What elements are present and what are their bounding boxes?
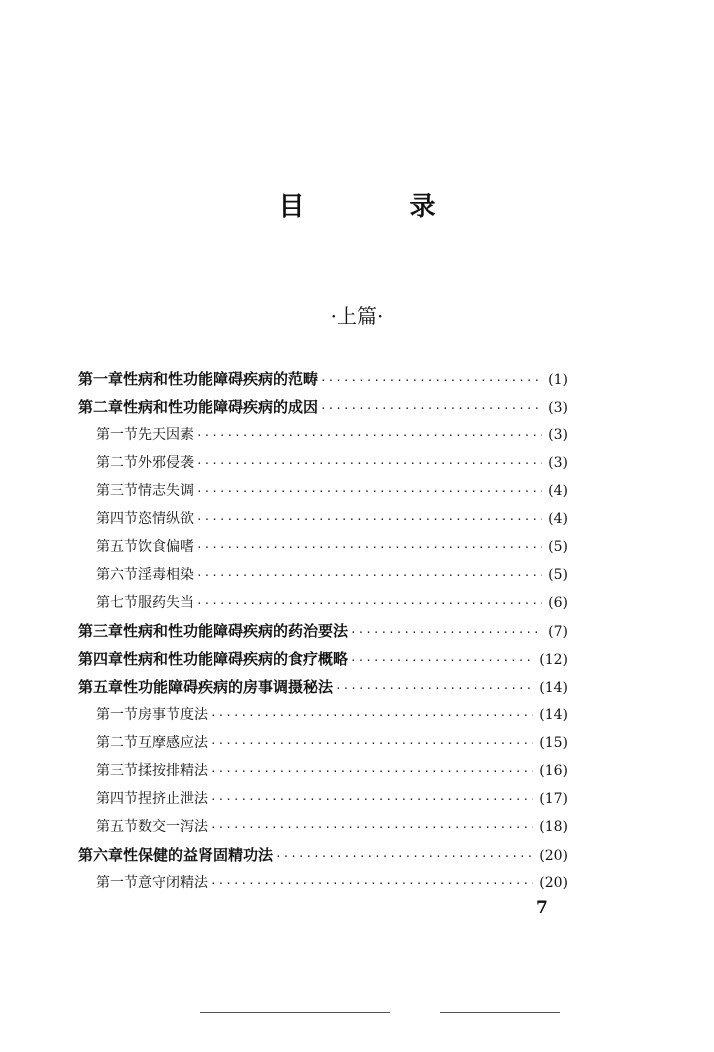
toc-leader-dots [210,793,533,806]
toc-entry-page: (20) [539,875,568,891]
toc-leader-dots [350,654,533,667]
toc-entry-number: 第三节 [96,483,138,499]
toc-section-row [78,872,568,900]
toc-entry-page: (18) [539,819,568,835]
toc-entry-number: 第六节 [96,567,138,583]
toc-entry-number: 第七节 [96,595,138,611]
toc-section-row [78,760,568,788]
toc-entry-title: 外邪侵袭 [138,455,194,471]
toc-entry-number: 第五节 [96,539,138,555]
toc-section-row [78,480,568,508]
toc-leader-dots [210,709,533,722]
toc-leader-dots [210,877,533,890]
scan-artifact-line [440,1012,560,1013]
toc-leader-dots [350,626,542,639]
toc-entry-title: 先天因素 [138,427,194,443]
toc-chapter-row [78,396,568,424]
toc-entry-title: 服药失当 [138,595,194,611]
toc-entry-page: (3) [548,400,568,416]
section-heading: ·上篇· [330,304,384,328]
toc-entry-number: 第二章 [78,398,124,416]
page-number: 7 [536,898,548,918]
toc-entry-page: (4) [548,483,568,499]
toc-entry-number: 第四节 [96,511,138,527]
toc-leader-dots [335,682,533,695]
toc-chapter-row [78,648,568,676]
toc-leader-dots [196,513,542,526]
toc-leader-dots [320,374,542,387]
toc-entry-page: (5) [548,567,568,583]
toc-entry-title: 性病和性功能障碍疾病的范畴 [123,370,319,388]
toc-section-row [78,536,568,564]
toc-leader-dots [196,569,542,582]
scan-artifact-line [200,1012,390,1013]
toc-entry-title: 情志失调 [138,483,194,499]
toc-entry-page: (14) [539,680,568,696]
toc-entry-number: 第五章 [78,678,124,696]
toc-section-row [78,564,568,592]
toc-entry-title: 性病和性功能障碍疾病的食疗概略 [123,650,349,668]
toc-entry-page: (12) [539,652,568,668]
toc-entry-number: 第一节 [96,427,138,443]
toc-leader-dots [210,765,533,778]
toc-section-row [78,592,568,620]
toc-entry-title: 揉按排精法 [138,763,208,779]
toc-leader-dots [196,457,542,470]
toc-section-row [78,452,568,480]
toc-entry-page: (3) [548,455,568,471]
toc-entry-title: 性病和性功能障碍疾病的成因 [123,398,319,416]
toc-section-row [78,508,568,536]
toc-entry-page: (17) [539,791,568,807]
toc-entry-number: 第一章 [78,370,124,388]
toc-section-row [78,704,568,732]
toc-leader-dots [210,821,533,834]
toc-entry-title: 互摩感应法 [138,735,208,751]
toc-entry-title: 淫毒相染 [138,567,194,583]
toc-section-row [78,732,568,760]
toc-entry-number: 第一节 [96,875,138,891]
toc-entry-title: 性功能障碍疾病的房事调摄秘法 [123,678,334,696]
toc-entry-page: (3) [548,427,568,443]
toc-entry-title: 恣情纵欲 [138,511,194,527]
toc-leader-dots [210,737,533,750]
toc-entry-title: 饮食偏嗜 [138,539,194,555]
toc-leader-dots [196,485,542,498]
toc-entry-page: (15) [539,735,568,751]
toc-entry-title: 性保健的益肾固精功法 [123,846,274,864]
toc-entry-number: 第三节 [96,763,138,779]
page-title: 目 录 [278,192,484,222]
toc-section-row [78,788,568,816]
toc-entry-page: (7) [548,624,568,640]
toc-chapter-row [78,676,568,704]
toc-entry-title: 捏挤止泄法 [138,791,208,807]
toc-entry-number: 第五节 [96,819,138,835]
toc-chapter-row [78,620,568,648]
toc-entry-number: 第一节 [96,707,138,723]
toc-leader-dots [196,429,542,442]
toc-chapter-row [78,844,568,872]
toc-section-row [78,816,568,844]
toc-entry-page: (5) [548,539,568,555]
toc-entry-page: (6) [548,595,568,611]
toc-entry-title: 意守闭精法 [138,875,208,891]
toc-entry-number: 第二节 [96,735,138,751]
toc-chapter-row [78,368,568,396]
toc-leader-dots [196,541,542,554]
toc-leader-dots [275,850,533,863]
toc-entry-page: (14) [539,707,568,723]
toc-leader-dots [196,597,542,610]
toc-section-row [78,424,568,452]
toc-entry-page: (16) [539,763,568,779]
toc-entry-page: (20) [539,848,568,864]
toc-entry-number: 第四节 [96,791,138,807]
toc-entry-number: 第四章 [78,650,124,668]
toc-entry-title: 房事节度法 [138,707,208,723]
toc-leader-dots [320,402,542,415]
table-of-contents [78,368,568,900]
toc-entry-title: 性病和性功能障碍疾病的药治要法 [123,622,349,640]
toc-entry-number: 第三章 [78,622,124,640]
toc-entry-title: 数交一泻法 [138,819,208,835]
toc-entry-number: 第二节 [96,455,138,471]
toc-entry-page: (4) [548,511,568,527]
toc-entry-number: 第六章 [78,846,124,864]
toc-entry-page: (1) [548,372,568,388]
